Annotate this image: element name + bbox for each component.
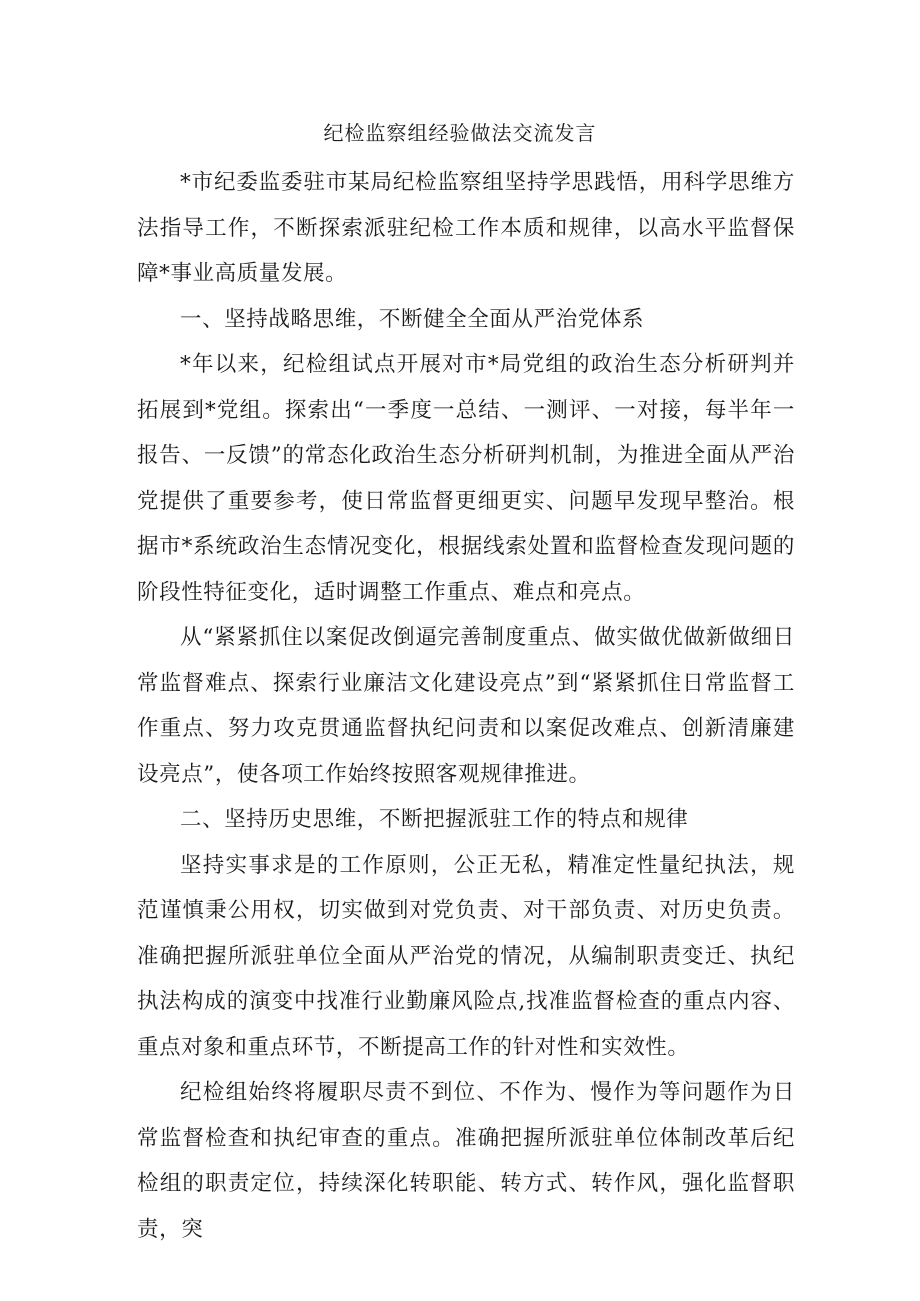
section-heading-2: 二、坚持历史思维，不断把握派驻工作的特点和规律 xyxy=(180,807,689,832)
body-paragraph: 纪检组始终将履职尽责不到位、不作为、慢作为等问题作为日常监督检查和执纪审查的重点。准确把握所派驻单位体制改革后纪检组的职责定位，持续深化转职能、转方式、转作风，强化监督职责，突 xyxy=(137,1080,795,1242)
document-body xyxy=(137,160,795,1252)
document-title: 纪检监察组经验做法交流发言 xyxy=(323,121,597,145)
intro-paragraph: *市纪委监委驻市某局纪检监察组坚持学思践悟，用科学思维方法指导工作，不断探索派驻纪检工作本质和规律，以高水平监督保障*事业高质量发展。 xyxy=(137,170,795,286)
body-paragraph: *年以来，纪检组试点开展对市*局党组的政治生态分析研判并拓展到*党组。探索出“一季度一总结、一测评、一对接，每半年一报告、一反馈”的常态化政治生态分析研判机制，为推进全面从严治党提供了重要参考，使日常监督更细更实、问题早发现早整治。根据市*系统政治生态情况变化，根据线索处置和监督检查发现问题的阶段性特征变化，适时调整工作重点、难点和亮点。 xyxy=(137,352,795,605)
section-heading-1: 一、坚持战略思维，不断健全全面从严治党体系 xyxy=(180,306,645,332)
body-paragraph: 从“紧紧抓住以案促改倒逼完善制度重点、做实做优做新做细日常监督难点、探索行业廉洁文化建设亮点”到“紧紧抓住日常监督工作重点、努力攻克贯通监督执纪问责和以案促改难点、创新清廉建设亮点”，使各项工作始终按照客观规律推进。 xyxy=(137,625,795,787)
body-paragraph: 坚持实事求是的工作原则，公正无私，精准定性量纪执法，规范谨慎秉公用权，切实做到对党负责、对干部负责、对历史负责。准确把握所派驻单位全面从严治党的情况，从编制职责变迁、执纪执法构成的演变中找准行业勤廉风险点,找准监督检查的重点内容、重点对象和重点环节，不断提高工作的针对性和实效性。 xyxy=(137,852,795,1060)
